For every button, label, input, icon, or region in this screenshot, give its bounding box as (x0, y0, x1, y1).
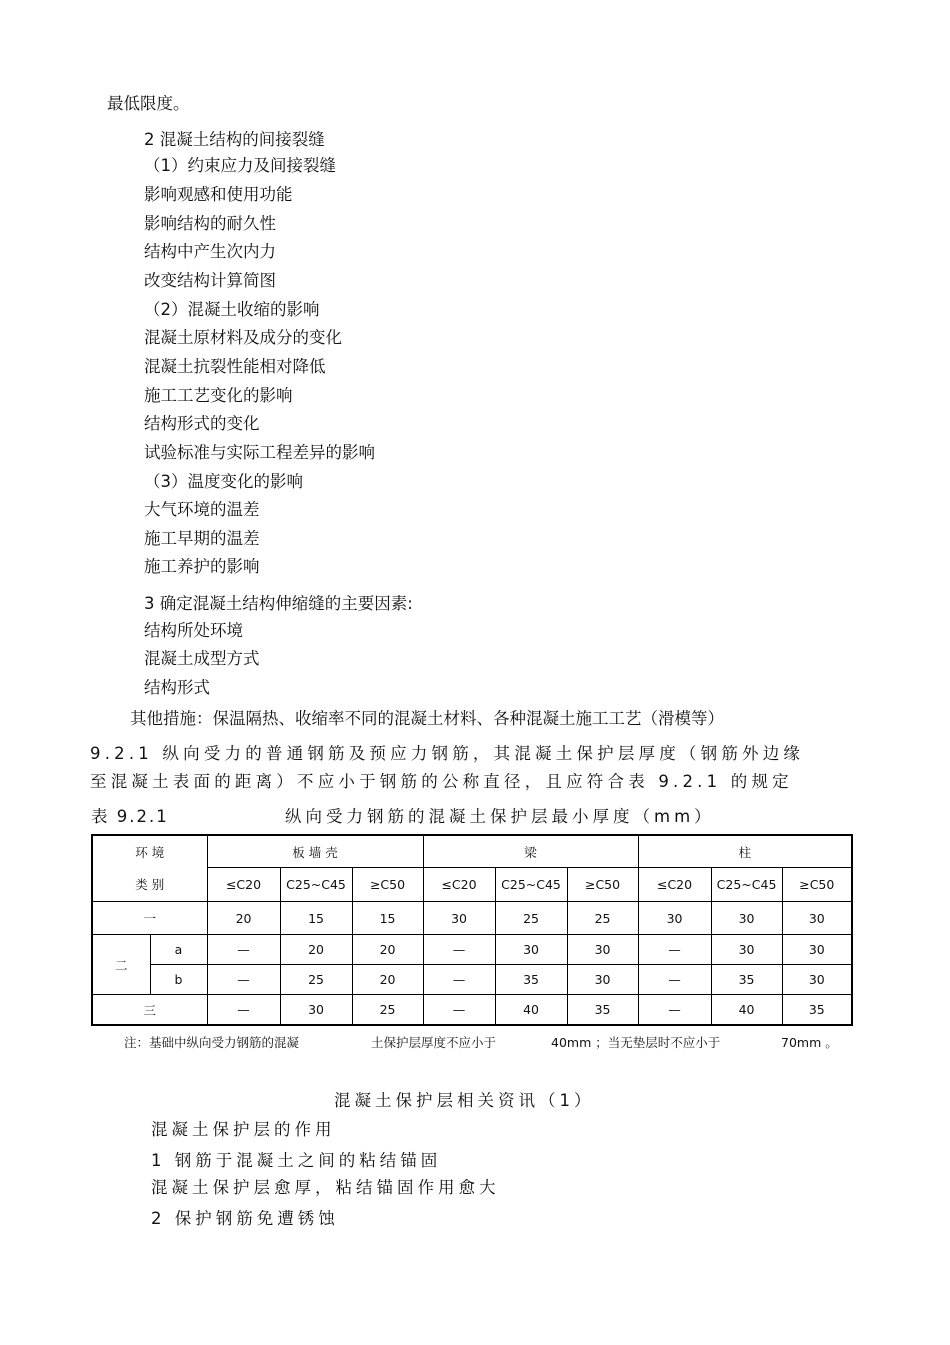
grade-header: ≤C20 (423, 868, 495, 902)
group-header-beam: 梁 (423, 835, 638, 868)
text-line: 1 钢筋于混凝土之间的粘结锚固 (151, 1151, 442, 1170)
table-cell: 25 (352, 995, 423, 1026)
table-row (92, 995, 852, 1026)
table-note: 土保护层厚度不应小于 (371, 1035, 497, 1050)
subsection-heading: （1）约束应力及间接裂缝 (144, 156, 336, 175)
subsection-heading: （2）混凝土收缩的影响 (144, 300, 320, 319)
text-line: 施工工艺变化的影响 (144, 386, 293, 405)
text-line: 影响观感和使用功能 (144, 185, 293, 204)
grade-header: ≤C20 (207, 868, 280, 902)
text-line: 其他措施：保温隔热、收缩率不同的混凝土材料、各种混凝土施工工艺（滑模等） (130, 709, 724, 728)
table-cell: 30 (280, 995, 352, 1026)
text-line: 混凝土保护层愈厚，粘结锚固作用愈大 (151, 1178, 500, 1197)
table-row (92, 935, 852, 965)
table-cell: — (638, 995, 711, 1026)
table-cell: 15 (352, 902, 423, 935)
grade-header: ≥C50 (782, 868, 852, 902)
clause-paragraph (90, 740, 850, 796)
table-cell: 35 (711, 965, 782, 995)
text-line: 结构所处环境 (144, 621, 243, 640)
group-header-column: 柱 (638, 835, 852, 868)
table-cell: 20 (207, 902, 280, 935)
subsection-heading: （3）温度变化的影响 (144, 472, 303, 491)
grade-header: ≥C50 (352, 868, 423, 902)
text-line: 施工早期的温差 (144, 529, 260, 548)
table-header-row (92, 868, 852, 902)
table-cell: 30 (567, 935, 638, 965)
sub-env-cell: a (150, 935, 207, 965)
table-cell: 30 (711, 935, 782, 965)
env-cell: 二 (92, 935, 150, 995)
grade-header: C25~C45 (495, 868, 567, 902)
table-cell: 30 (423, 902, 495, 935)
table-cell: 25 (280, 965, 352, 995)
text-line: 结构中产生次内力 (144, 242, 276, 261)
env-header: 类 别 (92, 868, 207, 902)
sub-env-cell: b (150, 965, 207, 995)
table-cell: — (423, 935, 495, 965)
table-cell: 40 (495, 995, 567, 1026)
table-cell: 15 (280, 902, 352, 935)
table-cell: 25 (567, 902, 638, 935)
table-note: 70mm 。 (781, 1035, 838, 1050)
table-cell: 30 (711, 902, 782, 935)
grade-header: ≤C20 (638, 868, 711, 902)
table-row (92, 902, 852, 935)
grade-header: C25~C45 (711, 868, 782, 902)
text-line: 施工养护的影响 (144, 557, 260, 576)
text-line: 结构形式的变化 (144, 414, 260, 433)
text-line: 大气环境的温差 (144, 500, 260, 519)
table-cell: 30 (782, 902, 852, 935)
table-cell: — (638, 965, 711, 995)
clause-line: 至混凝土表面的距离）不应小于钢筋的公称直径，且应符合表 9.2.1 的规定 (90, 772, 793, 791)
text-line: 改变结构计算简图 (144, 271, 276, 290)
table-cell: — (207, 965, 280, 995)
text-line: 结构形式 (144, 678, 210, 697)
text-line: 混凝土成型方式 (144, 649, 260, 668)
table-note: 40mm ；当无垫层时不应小于 (551, 1035, 721, 1050)
section-heading: 2 混凝土结构的间接裂缝 (144, 130, 325, 149)
section-heading: 混凝土保护层相关资讯（1） (334, 1091, 595, 1110)
text-line: 试验标准与实际工程差异的影响 (144, 443, 375, 462)
table-cell: 30 (782, 935, 852, 965)
text-line: 混凝土保护层的作用 (151, 1120, 336, 1139)
table-cell: 20 (352, 965, 423, 995)
table-cell: — (423, 995, 495, 1026)
grade-header: ≥C50 (567, 868, 638, 902)
table-cell: 30 (495, 935, 567, 965)
table-cell: 30 (782, 965, 852, 995)
env-header: 环 境 (92, 835, 207, 868)
text-line: 混凝土原材料及成分的变化 (144, 328, 342, 347)
cover-thickness-table (91, 834, 853, 1026)
text-line: 混凝土抗裂性能相对降低 (144, 357, 326, 376)
section-heading: 3 确定混凝土结构伸缩缝的主要因素: (144, 594, 413, 613)
table-cell: — (207, 995, 280, 1026)
table-cell: 20 (280, 935, 352, 965)
env-cell: 三 (92, 995, 207, 1026)
table-cell: — (207, 935, 280, 965)
group-header-slab: 板 墙 壳 (207, 835, 423, 868)
table-cell: 35 (567, 995, 638, 1026)
table-number: 表 9.2.1 (91, 807, 169, 826)
table-header-row (92, 835, 852, 868)
clause-line: 9.2.1 纵向受力的普通钢筋及预应力钢筋，其混凝土保护层厚度（钢筋外边缘 (90, 744, 805, 763)
grade-header: C25~C45 (280, 868, 352, 902)
table-cell: 25 (495, 902, 567, 935)
table-cell: 30 (567, 965, 638, 995)
env-cell: 一 (92, 902, 207, 935)
table-cell: 20 (352, 935, 423, 965)
table-row (92, 965, 852, 995)
table-cell: 30 (638, 902, 711, 935)
text-line: 最低限度。 (107, 94, 190, 113)
table-cell: 40 (711, 995, 782, 1026)
table-cell: — (423, 965, 495, 995)
table-title: 纵向受力钢筋的混凝土保护层最小厚度（mm） (285, 807, 715, 826)
text-line: 2 保护钢筋免遭锈蚀 (151, 1209, 339, 1228)
table-cell: — (638, 935, 711, 965)
table-cell: 35 (782, 995, 852, 1026)
table-cell: 35 (495, 965, 567, 995)
table-note: 注：基础中纵向受力钢筋的混凝 (124, 1035, 300, 1050)
text-line: 影响结构的耐久性 (144, 214, 276, 233)
